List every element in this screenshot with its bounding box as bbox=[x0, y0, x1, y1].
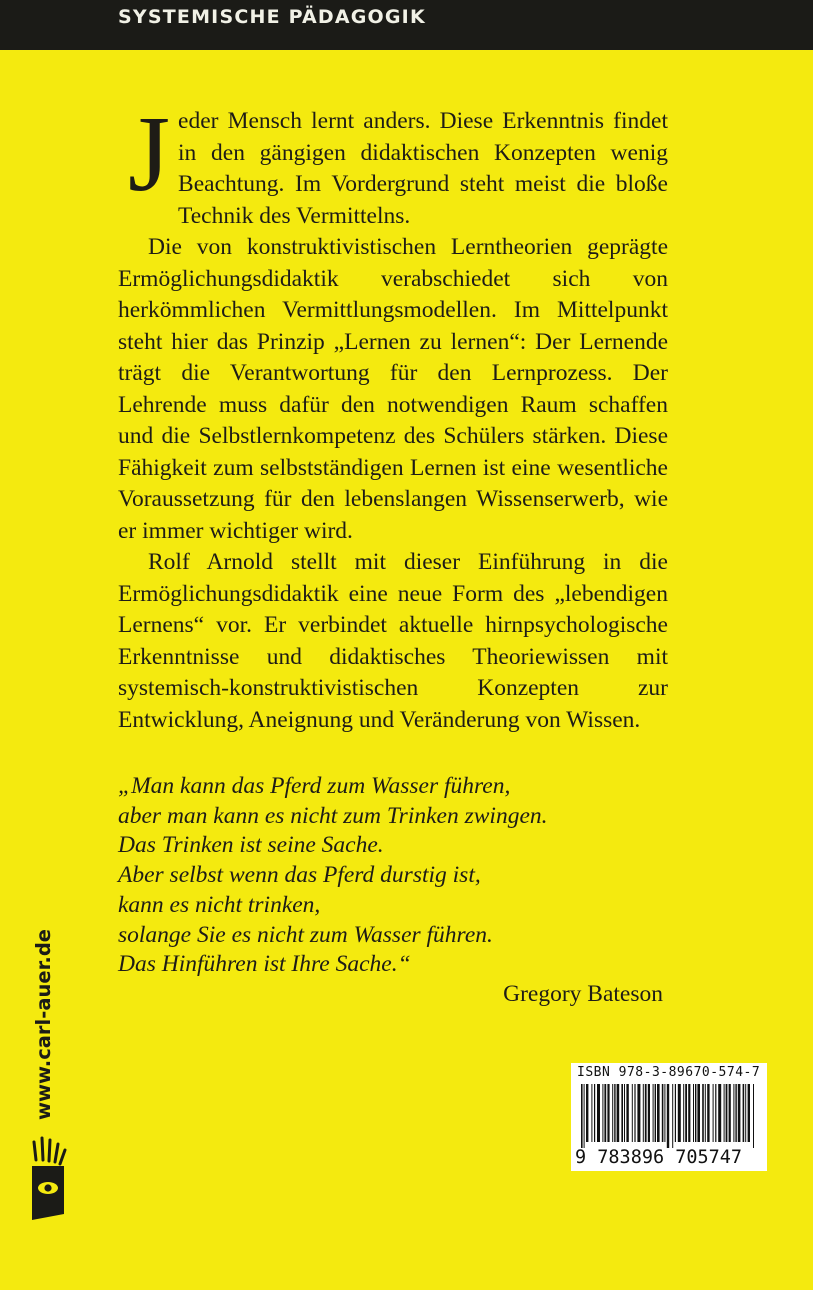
barcode-bar bbox=[678, 1084, 681, 1142]
barcode-bar bbox=[604, 1084, 606, 1142]
barcode-bar bbox=[626, 1084, 628, 1142]
blurb-paragraph-1 bbox=[118, 95, 668, 232]
barcode-bar bbox=[693, 1084, 694, 1142]
barcode-bar bbox=[748, 1084, 750, 1142]
barcode-bar bbox=[733, 1084, 734, 1142]
barcode-bar bbox=[617, 1084, 620, 1142]
barcode-bar bbox=[675, 1084, 676, 1142]
barcode-bar bbox=[724, 1084, 725, 1142]
barcode-bar bbox=[718, 1084, 721, 1142]
barcode-bar bbox=[655, 1084, 656, 1142]
blurb-paragraph-3: Rolf Arnold stellt mit dieser Einführung in die Ermöglichungsdidaktik eine neue Form des „lebendigen Lernens“ vor. Er verbindet aktuelle hirnpsychologische Erkenntnisse und didaktisches Theoriewissen mit systemisch-konstruktivistischen Konzepten zur Entwicklung, Aneignung und Veränderung von Wissen. bbox=[118, 549, 668, 733]
barcode-bar bbox=[683, 1084, 684, 1142]
quote-line: solange Sie es nicht zum Wasser führen. bbox=[118, 921, 493, 948]
barcode-bar bbox=[667, 1084, 669, 1148]
quote-line: Das Trinken ist seine Sache. bbox=[118, 832, 384, 859]
barcode-bar bbox=[697, 1084, 700, 1142]
series-band bbox=[0, 0, 813, 50]
barcode-bar bbox=[702, 1084, 704, 1142]
blurb-paragraph-2: Die von konstruktivistischen Lerntheorien geprägte Ermöglichungsdidaktik verabschiedet sich von herkömmlichen Vermittlungsmodellen. Im Mittelpunkt steht hier das Prinzip „Lernen zu lernen“: Der Lernende trägt die Verantwortung für den Lernprozess. Der Lehrende muss dafür den notwendigen Raum schaffen und die Selbstlernkompetenz des Schülers stärken. Diese Fähigkeit zum selbstständigen Lernen ist eine wesentliche Voraussetzung für den lebenslangen Wissenserwerb, wie er immer wichtiger wird. bbox=[118, 234, 668, 544]
barcode-bar bbox=[597, 1084, 600, 1142]
barcode bbox=[579, 1084, 759, 1148]
publisher-website[interactable]: www.carl-auer.de bbox=[32, 928, 55, 1120]
barcode-bar bbox=[726, 1084, 728, 1142]
ean-number: 9 783896 705747 bbox=[575, 1147, 743, 1168]
quote-line: „Man kann das Pferd zum Wasser führen, bbox=[118, 773, 511, 799]
barcode-bar bbox=[643, 1084, 644, 1142]
quote-line: Aber selbst wenn das Pferd durstig ist, bbox=[118, 862, 481, 889]
barcode-bar bbox=[729, 1084, 731, 1142]
barcode-bar bbox=[581, 1084, 583, 1148]
barcode-bar bbox=[653, 1084, 654, 1142]
barcode-bar bbox=[664, 1084, 665, 1142]
quote-line: Das Hinführen ist Ihre Sache.“ bbox=[118, 951, 411, 978]
barcode-bar bbox=[753, 1084, 754, 1148]
isbn-barcode-box bbox=[571, 1063, 767, 1171]
barcode-bar bbox=[621, 1084, 623, 1142]
barcode-bar bbox=[705, 1084, 706, 1142]
barcode-bar bbox=[614, 1084, 615, 1142]
barcode-bar bbox=[607, 1084, 609, 1142]
quote-author: Gregory Bateson bbox=[503, 981, 663, 1007]
barcode-bar bbox=[735, 1084, 736, 1142]
barcode-bar bbox=[624, 1084, 625, 1142]
isbn-label: ISBN 978-3-89670-574-7 bbox=[577, 1065, 761, 1080]
carl-auer-eye-logo bbox=[24, 1134, 72, 1224]
drop-cap: J bbox=[128, 95, 171, 214]
barcode-bar bbox=[657, 1084, 660, 1142]
barcode-bar bbox=[707, 1084, 709, 1142]
barcode-bar bbox=[672, 1084, 673, 1148]
barcode-bar bbox=[685, 1084, 687, 1142]
barcode-bar bbox=[688, 1084, 690, 1142]
blurb-paragraph-1-text: eder Mensch lernt anders. Diese Erkenntnis findet in den gängigen didaktischen Konzepten wenig Beachtung. Im Vordergrund steht meist die bloße Technik des Vermittelns. bbox=[178, 108, 668, 229]
barcode-bar bbox=[602, 1084, 603, 1142]
barcode-bar bbox=[594, 1084, 595, 1142]
barcode-bar bbox=[743, 1084, 745, 1142]
barcode-bar bbox=[745, 1084, 746, 1142]
barcode-bar bbox=[637, 1084, 640, 1142]
blurb bbox=[118, 95, 668, 736]
barcode-bar bbox=[645, 1084, 647, 1142]
barcode-bar bbox=[584, 1084, 585, 1148]
barcode-bar bbox=[634, 1084, 635, 1142]
barcode-bar bbox=[715, 1084, 716, 1142]
barcode-bar bbox=[632, 1084, 633, 1142]
barcode-bar bbox=[612, 1084, 613, 1142]
barcode-bar bbox=[586, 1084, 588, 1142]
barcode-bar bbox=[738, 1084, 741, 1142]
barcode-bar bbox=[662, 1084, 664, 1142]
barcode-bar bbox=[591, 1084, 592, 1142]
series-title: SYSTEMISCHE PÄDAGOGIK bbox=[118, 6, 426, 28]
barcode-bar bbox=[648, 1084, 650, 1142]
quote-line: aber man kann es nicht zum Trinken zwingen. bbox=[118, 802, 548, 829]
barcode-bar bbox=[713, 1084, 714, 1142]
barcode-bar bbox=[695, 1084, 696, 1142]
quote-line: kann es nicht trinken, bbox=[118, 891, 321, 918]
epigraph-quote bbox=[118, 772, 678, 980]
